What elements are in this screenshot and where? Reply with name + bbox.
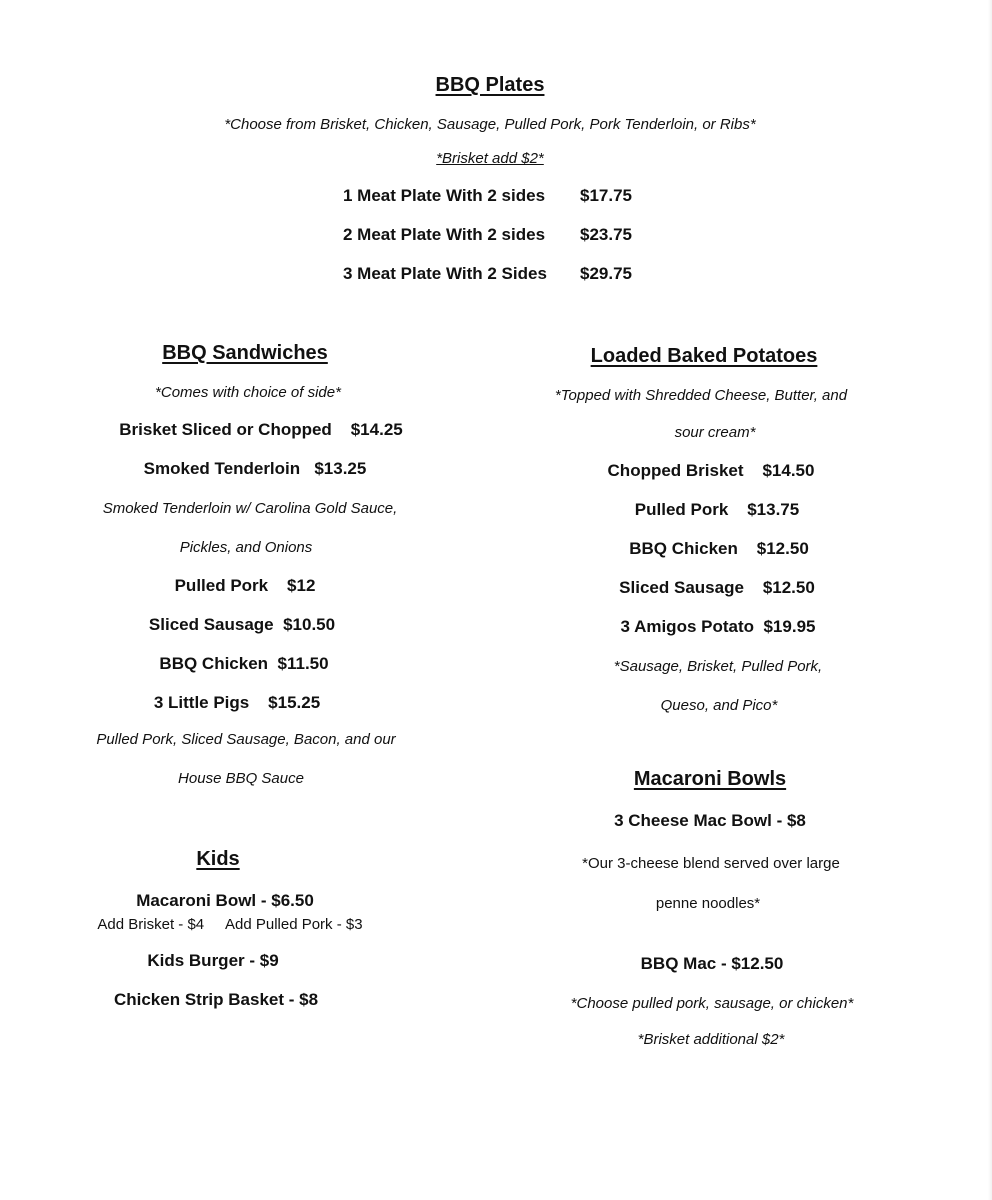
kids-item: Chicken Strip Basket - $8 — [113, 990, 319, 1009]
plate-name: 1 Meat Plate With 2 sides — [343, 186, 546, 205]
sandwich-item — [149, 615, 335, 635]
sandwich-item — [119, 420, 402, 440]
potato-item — [621, 617, 816, 637]
item-price: $13.75 — [747, 500, 800, 519]
item-price: $11.50 — [277, 654, 329, 673]
little-pigs-description: Pulled Pork, Sliced Sausage, Bacon, and our — [96, 731, 396, 748]
potato-item — [629, 539, 809, 559]
plate-row — [343, 225, 632, 245]
addon-brisket: Add Brisket - $4 — [97, 916, 205, 933]
scan-edge-shadow — [988, 0, 992, 1200]
plate-price: $23.75 — [580, 225, 632, 244]
plate-row — [343, 186, 632, 206]
item-name: Smoked Tenderloin — [143, 459, 301, 478]
kids-addons — [97, 916, 362, 933]
plate-row — [343, 264, 632, 284]
sandwich-item — [144, 459, 367, 479]
bbq-plates-heading: BBQ Plates — [435, 74, 545, 96]
little-pigs-description: House BBQ Sauce — [178, 770, 304, 787]
cheese-bowl-description: *Our 3-cheese blend served over large — [582, 855, 840, 872]
sandwich-item — [175, 576, 316, 596]
plate-price: $17.75 — [580, 186, 632, 205]
item-name: Pulled Pork — [174, 576, 269, 595]
item-name: Brisket Sliced or Chopped — [119, 420, 332, 439]
kids-heading: Kids — [196, 848, 240, 870]
item-price: $13.25 — [314, 459, 367, 478]
kids-item: Macaroni Bowl - $6.50 — [136, 891, 314, 910]
plate-name: 3 Meat Plate With 2 Sides — [343, 264, 547, 283]
amigos-description: Queso, and Pico* — [660, 697, 778, 714]
item-price: $14.50 — [762, 461, 815, 480]
plate-name: 2 Meat Plate With 2 sides — [343, 225, 546, 244]
plates-choice-note: *Choose from Brisket, Chicken, Sausage, Pulled Pork, Pork Tenderloin, or Ribs* — [224, 116, 756, 133]
bbq-mac-note: *Choose pulled pork, sausage, or chicken* — [570, 995, 854, 1012]
plate-price: $29.75 — [580, 264, 632, 283]
potato-item — [635, 500, 799, 520]
cheese-bowl-description: penne noodles* — [655, 895, 761, 912]
macaroni-bowls-heading: Macaroni Bowls — [633, 768, 787, 790]
plates-brisket-note: *Brisket add $2* — [436, 150, 544, 167]
addon-pulled-pork: Add Pulled Pork - $3 — [224, 916, 363, 933]
mac-item: 3 Cheese Mac Bowl - $8 — [614, 811, 806, 830]
item-price: $12 — [287, 576, 316, 595]
sandwich-item — [154, 693, 320, 713]
item-name: 3 Amigos Potato — [620, 617, 755, 636]
item-name: BBQ Chicken — [629, 539, 738, 558]
item-price: $10.50 — [283, 615, 336, 634]
item-name: Chopped Brisket — [607, 461, 744, 480]
tenderloin-description: Pickles, and Onions — [179, 539, 313, 556]
item-price: $12.50 — [762, 578, 815, 597]
amigos-description: *Sausage, Brisket, Pulled Pork, — [613, 658, 823, 675]
potatoes-topping-note: sour cream* — [674, 424, 756, 441]
bbq-sandwiches-heading: BBQ Sandwiches — [162, 342, 328, 364]
potatoes-topping-note: *Topped with Shredded Cheese, Butter, and — [554, 387, 848, 404]
potato-item — [619, 578, 815, 598]
potato-item — [608, 461, 815, 481]
item-price: $15.25 — [268, 693, 321, 712]
mac-item: BBQ Mac - $12.50 — [640, 954, 784, 973]
item-name: Sliced Sausage — [619, 578, 744, 597]
item-name: Sliced Sausage — [148, 615, 274, 634]
kids-item: Kids Burger - $9 — [147, 951, 279, 970]
loaded-potatoes-heading: Loaded Baked Potatoes — [590, 345, 818, 367]
item-name: 3 Little Pigs — [153, 693, 250, 712]
sandwiches-side-note: *Comes with choice of side* — [155, 384, 341, 401]
bbq-mac-brisket-note: *Brisket additional $2* — [637, 1031, 785, 1048]
item-name: BBQ Chicken — [159, 654, 269, 673]
sandwich-item — [159, 654, 328, 674]
item-name: Pulled Pork — [634, 500, 729, 519]
tenderloin-description: Smoked Tenderloin w/ Carolina Gold Sauce, — [102, 500, 398, 517]
item-price: $14.25 — [350, 420, 403, 439]
item-price: $12.50 — [756, 539, 809, 558]
item-price: $19.95 — [763, 617, 816, 636]
